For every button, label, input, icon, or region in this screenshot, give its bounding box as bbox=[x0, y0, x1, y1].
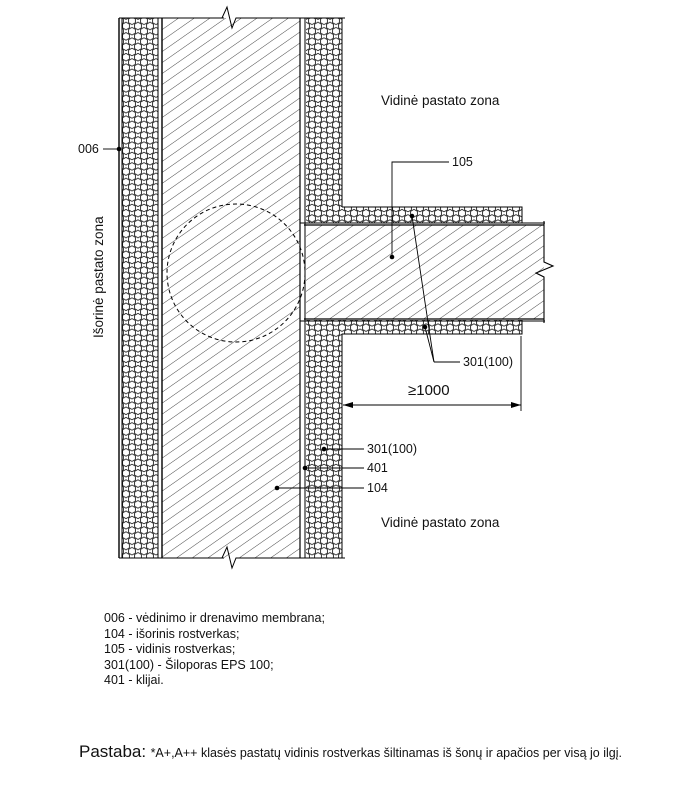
note-body: *A+,A++ klasės pastatų vidinis rostverkas šiltinamas iš šonų ir apačios per visą jo ilgį. bbox=[150, 746, 622, 760]
legend-item: 006 - vėdinimo ir drenavimo membrana; bbox=[104, 611, 325, 625]
callout-301-slab: 301(100) bbox=[463, 355, 514, 369]
exterior-foundation-104 bbox=[162, 18, 300, 558]
note-title: Pastaba: bbox=[79, 742, 147, 761]
interior-insulation-lower bbox=[306, 320, 342, 558]
slab-top-insulation bbox=[342, 207, 522, 223]
slab-bottom-insulation bbox=[342, 320, 522, 334]
callout-301-wall: 301(100) bbox=[367, 442, 418, 456]
zone-interior-top: Vidinė pastato zona bbox=[381, 93, 500, 108]
callout-401: 401 bbox=[367, 461, 388, 475]
note bbox=[79, 742, 622, 762]
legend bbox=[104, 611, 325, 689]
legend-item: 401 - klijai. bbox=[104, 673, 164, 688]
dimension-label: ≥1000 bbox=[408, 382, 450, 399]
legend-item: 104 - išorinis rostverkas; bbox=[104, 626, 240, 641]
zone-exterior: Išorinė pastato zona bbox=[91, 216, 106, 338]
interior-insulation-upper bbox=[306, 18, 342, 223]
callout-105: 105 bbox=[452, 155, 473, 169]
callout-104: 104 bbox=[367, 481, 388, 495]
zone-interior-bottom: Vidinė pastato zona bbox=[381, 515, 500, 530]
legend-item: 105 - vidinis rostverkas; bbox=[104, 642, 236, 657]
legend-item: 301(100) - Šiloporas EPS 100; bbox=[104, 657, 274, 672]
exterior-insulation bbox=[122, 18, 158, 558]
callout-006: 006 bbox=[78, 142, 99, 156]
